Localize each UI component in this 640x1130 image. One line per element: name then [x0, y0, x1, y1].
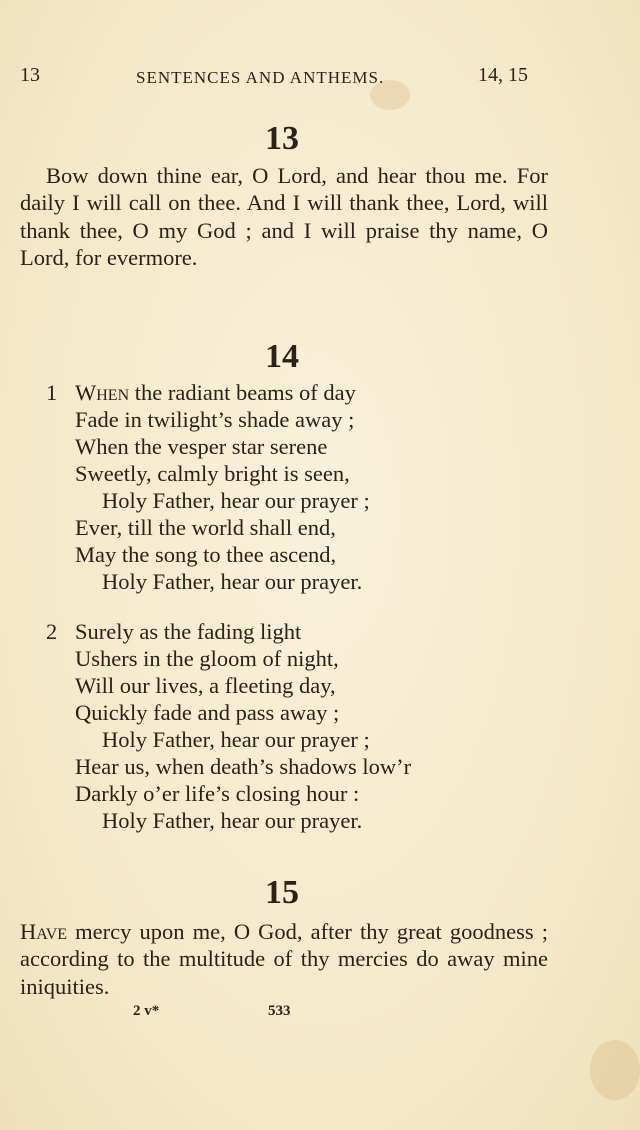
verse-line: Will our lives, a fleeting day,: [75, 673, 336, 698]
section-number-13: 13: [265, 120, 299, 157]
verse-line: Darkly o’er life’s closing hour :: [75, 781, 360, 806]
signature-mark: 2 v*: [133, 1003, 160, 1019]
verse-line: Surely as the fading light: [75, 619, 302, 644]
refrain-line: Holy Father, hear our prayer ;: [102, 488, 370, 513]
running-title: SENTENCES AND ANTHEMS.: [136, 68, 385, 87]
section-number-14: 14: [265, 338, 299, 375]
verse-first-word: When: [75, 380, 130, 405]
refrain-line: Holy Father, hear our prayer.: [102, 808, 363, 833]
page-number-footer: 533: [268, 1003, 291, 1019]
section-number-15: 15: [265, 874, 299, 911]
verse-line-rest: the radiant beams of day: [129, 380, 356, 405]
verse-line: Quickly fade and pass away ;: [75, 700, 340, 725]
verse-line: Hear us, when death’s shadows low’r: [75, 754, 412, 779]
sentence-first-word: Have: [20, 919, 68, 944]
sentence-15-text: [20, 918, 548, 1000]
sentence-15-body: mercy upon me, O God, after thy great goodness ; according to the multitude of thy mercies do away mine iniquities.: [20, 919, 548, 999]
verse-line: [75, 380, 356, 406]
verse-number: 1: [46, 380, 58, 405]
page-number-header: 13: [20, 64, 40, 86]
refrain-line: Holy Father, hear our prayer ;: [102, 727, 370, 752]
verse-line: May the song to thee ascend,: [75, 542, 337, 567]
verse-number: 2: [46, 619, 58, 644]
verse-line: Fade in twilight’s shade away ;: [75, 407, 355, 432]
sentence-13-body: Bow down thine ear, O Lord, and hear thou me. For daily I will call on thee. And I will thank thee, Lord, will thank thee, O my God ; and I will praise thy name, O Lord, for evermore.: [20, 163, 548, 270]
paper-stain: [590, 1040, 640, 1100]
verse-line: When the vesper star serene: [75, 434, 328, 459]
verse-line: Ushers in the gloom of night,: [75, 646, 339, 671]
header-range: 14, 15: [478, 64, 528, 86]
verse-line: Ever, till the world shall end,: [75, 515, 336, 540]
verse-line: Sweetly, calmly bright is seen,: [75, 461, 350, 486]
sentence-13-text: [20, 162, 548, 271]
refrain-line: Holy Father, hear our prayer.: [102, 569, 363, 594]
